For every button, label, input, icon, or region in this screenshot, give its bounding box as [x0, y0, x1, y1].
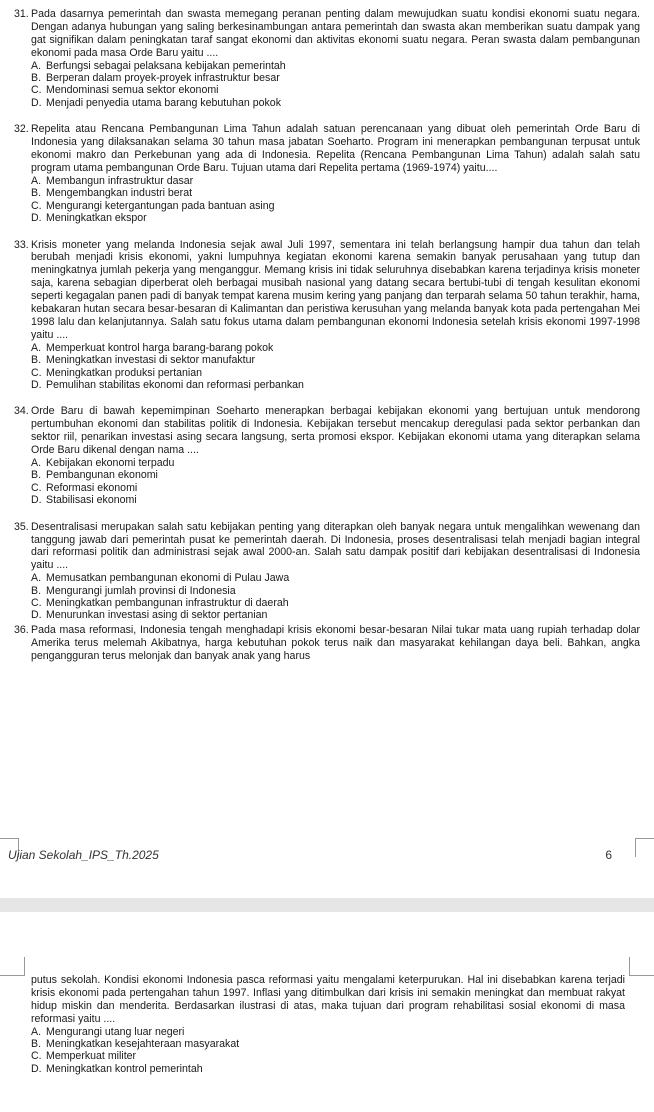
option-c[interactable]: C. Memperkuat militer [31, 1050, 137, 1063]
question-34 [14, 405, 640, 506]
option-list [14, 457, 640, 507]
question-number: 36. [14, 623, 29, 636]
option-b[interactable]: B. Meningkatkan investasi di sektor manufaktur [31, 354, 256, 367]
page-corner-mark [629, 957, 654, 976]
footer-exam-label: Ujian Sekolah_IPS_Th.2025 [8, 848, 159, 862]
option-list [14, 175, 640, 225]
option-list [31, 1026, 625, 1076]
question-31 [14, 8, 640, 109]
option-a[interactable]: A. Berfungsi sebagai pelaksana kebijakan pemerintah [31, 59, 286, 72]
option-list [14, 342, 640, 392]
question-text: Pada dasarnya pemerintah dan swasta memegang peranan penting dalam mewujudkan suatu kondisi ekonomi suatu negara. Dengan adanya hubungan yang saling berkesinambungan antara pemerintah dan swasta akan memberikan suatu dampak yang gat signifikan dalam peningkatan taraf sangat ekonomi dan aktivitas ekonomi suatu negara. Peran swasta dalam pembangunan ekonomi pada masa Orde Baru yaitu .... [31, 8, 640, 59]
option-c[interactable]: C. Meningkatkan produksi pertanian [31, 366, 203, 379]
option-b[interactable]: B. Meningkatkan kesejahteraan masyarakat [31, 1038, 240, 1051]
question-33 [14, 239, 640, 392]
question-text: Repelita atau Rencana Pembangunan Lima Tahun adalah satuan perencanaan yang dibuat oleh pemerintah Orde Baru di Indonesia yang dilaksanakan selama 30 tahun masa jabatan Soeharto. Program ini menerapkan pembangunan terpusat untuk ekonomi makro dan Perkebunan yang ada di Indonesia. Repelita (Rencana Pembangunan Lima Tahun) adalah salah satu program utama pembangunan Orde Baru. Tujuan utama dari Repelita pertama (1969-1974) yaitu.... [31, 123, 640, 174]
option-c[interactable]: C. Reformasi ekonomi [31, 481, 138, 494]
option-d[interactable]: D. Menjadi penyedia utama barang kebutuhan pokok [31, 96, 281, 109]
question-list [14, 8, 640, 663]
page-separator [0, 898, 654, 912]
option-b[interactable]: B. Mengembangkan industri berat [31, 187, 193, 200]
question-35 [14, 521, 640, 622]
option-a[interactable]: A. Memusatkan pembangunan ekonomi di Pulau Jawa [31, 572, 290, 585]
exam-page-7 [0, 912, 654, 1112]
option-a[interactable]: A. Membangun infrastruktur dasar [31, 174, 194, 187]
option-b[interactable]: B. Pembangunan ekonomi [31, 469, 158, 482]
question-36-continuation [31, 974, 625, 1075]
question-text: putus sekolah. Kondisi ekonomi Indonesia pasca reformasi yaitu mengalami keterpurukan. Hal ini disebabkan karena terjadi krisis ekonomi pada pertengahan tahun 1997. Inflasi yang ditimbulkan dari krisis ini semakin meningkat dan membuat rakyat hidup miskin dan menderita. Berdasarkan ilustrasi di atas, maka tujuan dari program rehabilitasi sosial ekonomi di masa reformasi yaitu .... [31, 974, 625, 1025]
question-number: 32. [14, 123, 29, 136]
option-list [14, 572, 640, 622]
page-corner-mark [635, 838, 654, 857]
question-36 [14, 624, 640, 663]
question-text: Pada masa reformasi, Indonesia tengah menghadapi krisis ekonomi besar-besaran Nilai tukar mata uang rupiah terhadap dolar Amerika terus melemah Akibatnya, harga kebutuhan pokok terus naik dan masyarakat kehilangan daya beli. Bahkan, angka pengangguran terus melonjak dan banyak anak yang harus [31, 623, 640, 662]
option-d[interactable]: D. Stabilisasi ekonomi [31, 494, 137, 507]
footer-page-number: 6 [605, 848, 612, 862]
option-c[interactable]: C. Mendominasi semua sektor ekonomi [31, 84, 219, 97]
option-a[interactable]: A. Memperkuat kontrol harga barang-barang pokok [31, 341, 274, 354]
option-list [14, 60, 640, 110]
question-number: 34. [14, 405, 29, 418]
option-a[interactable]: A. Kebijakan ekonomi terpadu [31, 457, 175, 469]
option-c[interactable]: C. Mengurangi ketergantungan pada bantuan asing [31, 199, 275, 212]
question-32 [14, 123, 640, 224]
question-number: 35. [14, 520, 29, 533]
option-d[interactable]: D. Meningkatkan ekspor [31, 212, 147, 225]
question-text: Krisis moneter yang melanda Indonesia sejak awal Juli 1997, sementara ini telah berlangsung hampir dua tahun dan telah berubah menjadi krisis ekonomi, yakni lumpuhnya kegiatan ekonomi karena semakin banyak perusahaan yang tutup dan meningkatnya jumlah pekerja yang menganggur. Memang krisis ini tidak seluruhnya disebabkan karena terjadinya krisis moneter saja, karena sebagian diperberat oleh berbagai musibah nasional yang datang secara bertubi-tubi di tengah kesulitan ekonomi seperti kegagalan panen padi di banyak tempat karena musim kering yang panjang dan terparah selama 50 tahun terakhir, hama, kebakaran hutan secara besar-besaran di Kalimantan dan peristiwa kerusuhan yang melanda banyak kota pada pertengahan Mei 1998 lalu dan kelanjutannya. Salah satu fokus utama dalam pembangunan ekonomi Indonesia setelah krisis ekonomi 1997-1998 yaitu .... [31, 238, 640, 341]
question-text: Orde Baru di bawah kepemimpinan Soeharto menerapkan berbagai kebijakan ekonomi yang bertujuan untuk mendorong pertumbuhan ekonomi dan stabilitas politik di Indonesia. Kebijakan tersebut mencakup deregulasi pada sektor perbankan dan sektor riil, penarikan investasi asing secara langsung, serta promosi ekspor. Kebijakan ekonomi utama yang diterapkan selama Orde Baru dikenal dengan nama .... [31, 405, 640, 457]
question-text: Desentralisasi merupakan salah satu kebijakan penting yang diterapkan oleh banyak negara untuk mengalihkan wewenang dan tanggung jawab dari pemerintah pusat ke pemerintah daerah. Di Indonesia, proses desentralisasi telah menjadi bagian integral dari reformasi politik dan administrasi sejak awal 2000-an. Salah satu dampak positif dari kebijakan desentralisasi di Indonesia yaitu .... [31, 520, 640, 572]
question-number: 33. [14, 238, 29, 251]
page-corner-mark [0, 957, 25, 976]
option-b[interactable]: B. Mengurangi jumlah provinsi di Indonesia [31, 584, 236, 597]
option-d[interactable]: D. Menurunkan investasi asing di sektor pertanian [31, 609, 268, 622]
option-c[interactable]: C. Meningkatkan pembangunan infrastruktur di daerah [31, 597, 289, 610]
option-d[interactable]: D. Pemulihan stabilitas ekonomi dan reformasi perbankan [31, 378, 304, 391]
question-number: 31. [14, 8, 29, 20]
option-a[interactable]: A. Mengurangi utang luar negeri [31, 1025, 185, 1038]
option-b[interactable]: B. Berperan dalam proyek-proyek infrastruktur besar [31, 72, 280, 85]
option-d[interactable]: D. Meningkatkan kontrol pemerintah [31, 1062, 203, 1075]
